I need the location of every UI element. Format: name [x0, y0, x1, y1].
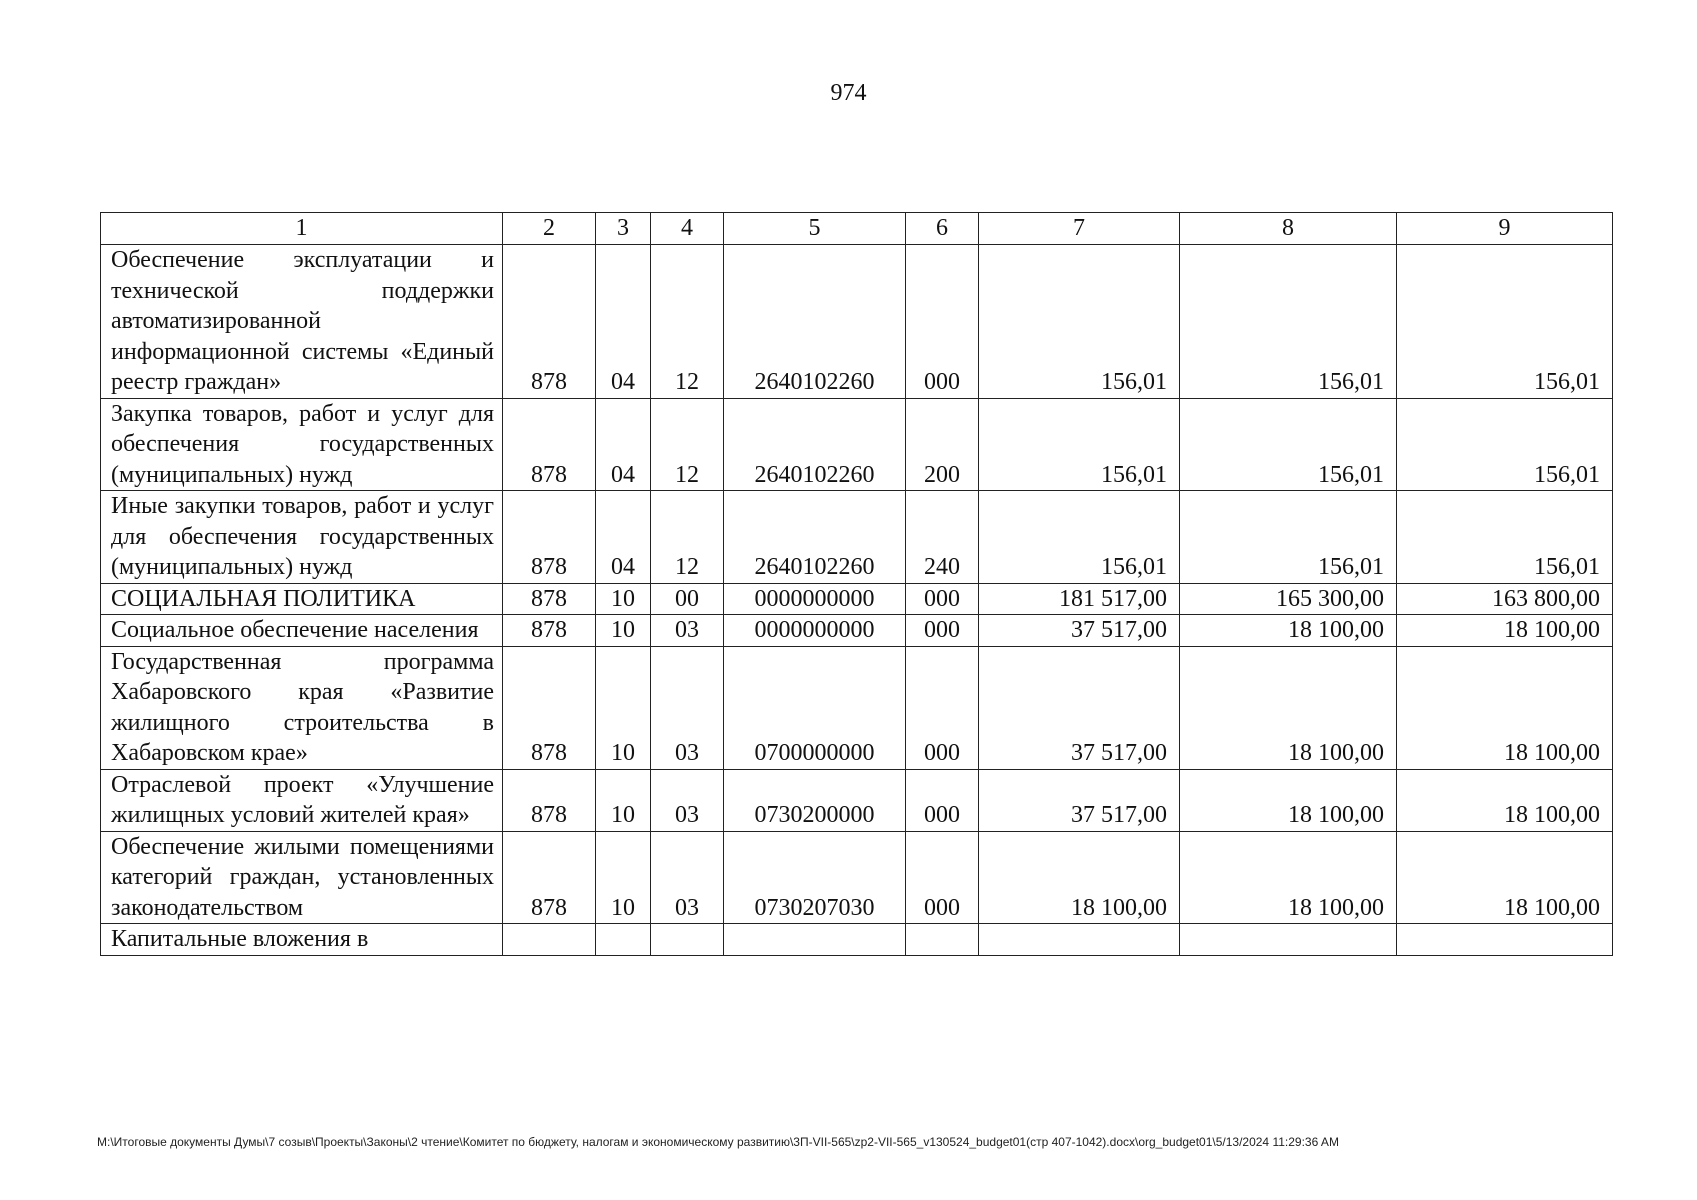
- row-name: Обеспечение эксплуатации и технической поддержки автоматизированной информационной системы «Единый реестр граждан»: [101, 245, 503, 399]
- cell-expense-type: 000: [906, 769, 979, 831]
- cell-subsection: 12: [651, 398, 724, 491]
- cell-amount-7: 156,01: [979, 245, 1180, 399]
- cell-amount-9: [1397, 924, 1613, 956]
- cell-ministry-code: 878: [503, 583, 596, 615]
- cell-section: 10: [596, 769, 651, 831]
- cell-expense-type: 240: [906, 491, 979, 584]
- row-name: Закупка товаров, работ и услуг для обеспечения государственных (муниципальных) нужд: [101, 398, 503, 491]
- cell-target-article: 0700000000: [724, 646, 906, 769]
- cell-amount-7: 37 517,00: [979, 646, 1180, 769]
- row-name: Социальное обеспечение населения: [101, 615, 503, 647]
- column-header: 1: [101, 213, 503, 245]
- cell-amount-9: 163 800,00: [1397, 583, 1613, 615]
- cell-amount-8: 18 100,00: [1180, 831, 1397, 924]
- cell-section: 04: [596, 491, 651, 584]
- cell-expense-type: 000: [906, 583, 979, 615]
- cell-section: 10: [596, 615, 651, 647]
- table-row: [101, 831, 1613, 924]
- cell-section: 10: [596, 583, 651, 615]
- cell-target-article: 2640102260: [724, 491, 906, 584]
- cell-subsection: 03: [651, 769, 724, 831]
- row-name: Иные закупки товаров, работ и услуг для обеспечения государственных (муниципальных) нужд: [101, 491, 503, 584]
- cell-amount-9: 18 100,00: [1397, 769, 1613, 831]
- cell-ministry-code: [503, 924, 596, 956]
- cell-target-article: 2640102260: [724, 398, 906, 491]
- cell-ministry-code: 878: [503, 398, 596, 491]
- cell-expense-type: 200: [906, 398, 979, 491]
- cell-amount-8: 165 300,00: [1180, 583, 1397, 615]
- column-header: 6: [906, 213, 979, 245]
- cell-amount-8: 156,01: [1180, 245, 1397, 399]
- cell-amount-8: 18 100,00: [1180, 646, 1397, 769]
- page-number: 974: [830, 80, 867, 106]
- cell-ministry-code: 878: [503, 831, 596, 924]
- cell-subsection: [651, 924, 724, 956]
- cell-amount-9: 18 100,00: [1397, 615, 1613, 647]
- cell-subsection: 12: [651, 491, 724, 584]
- cell-ministry-code: 878: [503, 646, 596, 769]
- cell-amount-8: 156,01: [1180, 398, 1397, 491]
- cell-subsection: 00: [651, 583, 724, 615]
- cell-ministry-code: 878: [503, 491, 596, 584]
- cell-expense-type: 000: [906, 831, 979, 924]
- header-row: [101, 213, 1613, 245]
- cell-expense-type: [906, 924, 979, 956]
- cell-amount-9: 18 100,00: [1397, 831, 1613, 924]
- row-name: Капитальные вложения в: [101, 924, 503, 956]
- column-header: 7: [979, 213, 1180, 245]
- cell-amount-8: [1180, 924, 1397, 956]
- cell-target-article: [724, 924, 906, 956]
- cell-subsection: 03: [651, 615, 724, 647]
- cell-section: 04: [596, 398, 651, 491]
- budget-table: [100, 212, 1613, 956]
- column-header: 4: [651, 213, 724, 245]
- cell-ministry-code: 878: [503, 769, 596, 831]
- column-header: 9: [1397, 213, 1613, 245]
- cell-subsection: 03: [651, 646, 724, 769]
- cell-amount-9: 18 100,00: [1397, 646, 1613, 769]
- table-row: [101, 491, 1613, 584]
- row-name: Обеспечение жилыми помещениями категорий граждан, установленных законодательством: [101, 831, 503, 924]
- table-row: [101, 245, 1613, 399]
- cell-expense-type: 000: [906, 615, 979, 647]
- cell-amount-7: 156,01: [979, 398, 1180, 491]
- table-row: [101, 583, 1613, 615]
- cell-amount-7: 37 517,00: [979, 769, 1180, 831]
- cell-section: [596, 924, 651, 956]
- cell-ministry-code: 878: [503, 245, 596, 399]
- cell-ministry-code: 878: [503, 615, 596, 647]
- column-header: 2: [503, 213, 596, 245]
- cell-amount-8: 18 100,00: [1180, 769, 1397, 831]
- table-row: [101, 646, 1613, 769]
- cell-target-article: 2640102260: [724, 245, 906, 399]
- cell-amount-9: 156,01: [1397, 245, 1613, 399]
- table-row: [101, 769, 1613, 831]
- cell-target-article: 0000000000: [724, 583, 906, 615]
- table-row: [101, 615, 1613, 647]
- table-row: [101, 924, 1613, 956]
- cell-amount-7: 18 100,00: [979, 831, 1180, 924]
- cell-subsection: 03: [651, 831, 724, 924]
- cell-target-article: 0730207030: [724, 831, 906, 924]
- table-row: [101, 398, 1613, 491]
- cell-amount-7: [979, 924, 1180, 956]
- cell-amount-8: 18 100,00: [1180, 615, 1397, 647]
- cell-amount-7: 37 517,00: [979, 615, 1180, 647]
- cell-amount-7: 156,01: [979, 491, 1180, 584]
- column-header: 3: [596, 213, 651, 245]
- cell-target-article: 0000000000: [724, 615, 906, 647]
- cell-section: 10: [596, 831, 651, 924]
- cell-amount-8: 156,01: [1180, 491, 1397, 584]
- cell-target-article: 0730200000: [724, 769, 906, 831]
- cell-expense-type: 000: [906, 245, 979, 399]
- row-name: СОЦИАЛЬНАЯ ПОЛИТИКА: [101, 583, 503, 615]
- column-header: 5: [724, 213, 906, 245]
- row-name: Отраслевой проект «Улучшение жилищных условий жителей края»: [101, 769, 503, 831]
- cell-expense-type: 000: [906, 646, 979, 769]
- cell-section: 10: [596, 646, 651, 769]
- cell-amount-9: 156,01: [1397, 398, 1613, 491]
- row-name: Государственная программа Хабаровского края «Развитие жилищного строительства в Хабаровском крае»: [101, 646, 503, 769]
- cell-subsection: 12: [651, 245, 724, 399]
- cell-amount-7: 181 517,00: [979, 583, 1180, 615]
- file-path-footer: M:\Итоговые документы Думы\7 созыв\Проекты\Законы\2 чтение\Комитет по бюджету, налогам и экономическому развитию\3П-VII-565\zp2-VII-565_v130524_budget01(стр 407-1042).docx\org_budget01\5/13/2024 11:29:36 AM: [97, 1135, 1339, 1149]
- cell-section: 04: [596, 245, 651, 399]
- column-header: 8: [1180, 213, 1397, 245]
- cell-amount-9: 156,01: [1397, 491, 1613, 584]
